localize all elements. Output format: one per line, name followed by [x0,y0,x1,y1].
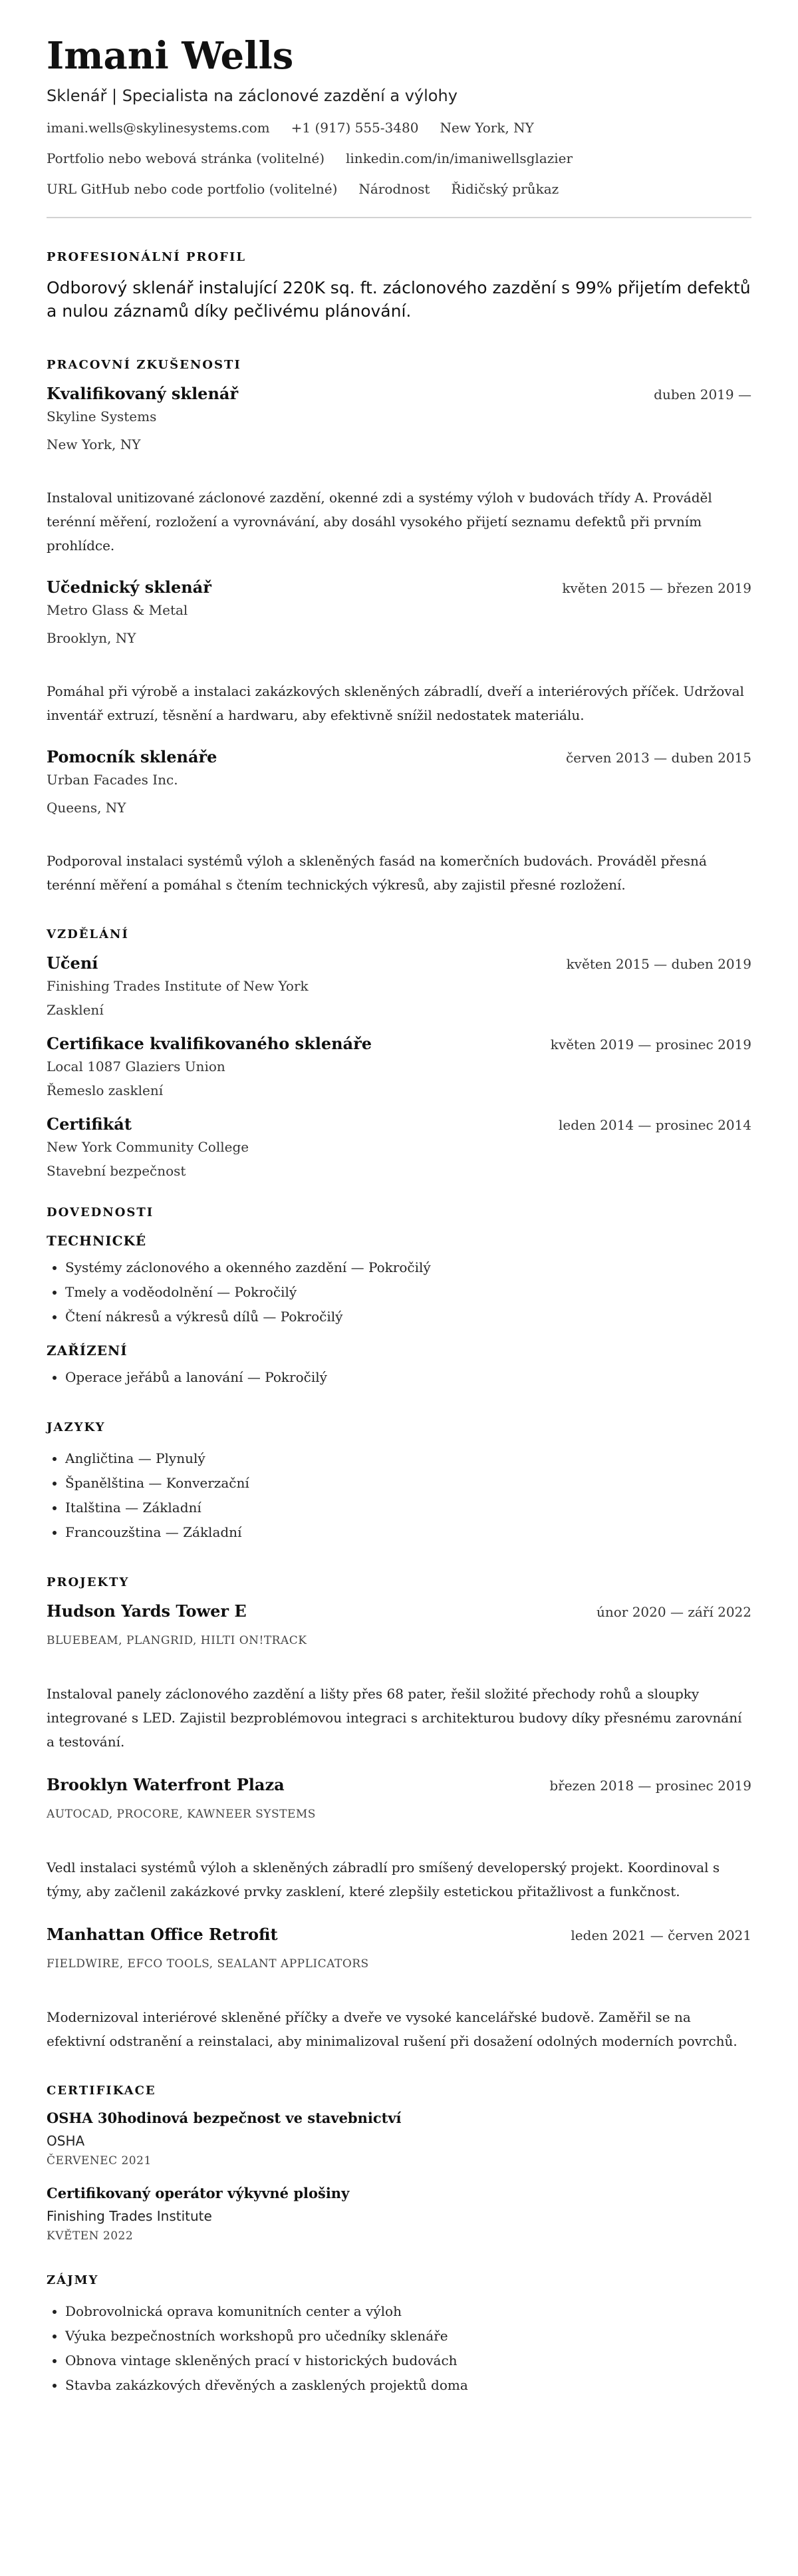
job-company: Metro Glass & Metal [47,601,188,618]
job-title: Učednický sklenář [47,577,211,597]
contact-location: New York, NY [440,119,534,136]
education-school: Local 1087 Glaziers Union [47,1058,225,1074]
nationality-label: Národnost [358,180,430,197]
contact-phone[interactable]: +1 (917) 555-3480 [291,119,419,136]
skills-equipment-title: ZAŘÍZENÍ [47,1342,128,1359]
list-item: • Angličtina — Plynulý [65,1446,751,1471]
education-section-title: VZDĚLÁNÍ [47,927,129,941]
project-entry [47,1601,751,1754]
certification-issuer: Finishing Trades Institute [47,2207,212,2224]
job-location: Queens, NY [47,799,126,816]
contact-row-links [47,150,751,166]
education-field: Stavební bezpečnost [47,1162,186,1179]
education-field: Zasklení [47,1001,104,1018]
skills-equipment-list [47,1365,751,1390]
job-title: Kvalifikovaný sklenář [47,383,239,403]
linkedin-link[interactable]: linkedin.com/in/imaniwellsglazier [346,150,573,166]
education-dates: květen 2015 — duben 2019 [566,955,751,972]
education-school: New York Community College [47,1138,249,1155]
project-dates: březen 2018 — prosinec 2019 [549,1777,751,1794]
project-description: Vedl instalaci systémů výloh a skleněných zábradlí pro smíšený developerský projekt. Koordinoval s týmy, aby začlenil zakázkové prvky zasklení, které zlepšily estetickou přitažlivost a funkčnost. [47,1859,720,1899]
list-item: • Francouzština — Základní [65,1520,751,1545]
interests-section-title: ZÁJMY [47,2273,99,2287]
contact-email[interactable]: imani.wells@skylinesystems.com [47,119,270,136]
job-title: Pomocník sklenáře [47,746,217,766]
education-degree: Učení [47,953,98,973]
summary-section-title: PROFESIONÁLNÍ PROFIL [47,249,247,264]
job-entry [47,747,751,897]
skills-technical-list [47,1255,751,1329]
certification-name: Certifikovaný operátor výkyvné plošiny [47,2184,350,2201]
certifications-section-title: CERTIFIKACE [47,2083,156,2098]
education-field: Řemeslo zasklení [47,1082,164,1098]
education-degree: Certifikace kvalifikovaného sklenáře [47,1033,372,1053]
project-dates: únor 2020 — září 2022 [596,1603,751,1620]
education-school: Finishing Trades Institute of New York [47,977,309,994]
job-company: Urban Facades Inc. [47,771,178,788]
job-entry [47,384,751,558]
project-tools: AUTOCAD, PROCORE, KAWNEER SYSTEMS [47,1807,316,1821]
project-tools: FIELDWIRE, EFCO TOOLS, SEALANT APPLICATORS [47,1957,369,1971]
job-company: Skyline Systems [47,408,157,424]
languages-section-title: JAZYKY [47,1420,106,1434]
job-description: Instaloval unitizované záclonové zazdění, okenné zdi a systémy výloh v budovách třídy A. Prováděl terénní měření, rozložení a vyrovnávání, aby dosáhl vysokého přijetí seznamu defektů při prvním prohlídce. [47,489,712,554]
education-entry [47,1034,751,1098]
skills-technical-title: TECHNICKÉ [47,1232,147,1249]
list-item: • Operace jeřábů a lanování — Pokročilý [65,1365,751,1390]
education-entry [47,1114,751,1179]
project-entry [47,1775,751,1903]
project-entry [47,1925,751,2053]
certification-issuer: OSHA [47,2132,85,2149]
list-item: • Výuka bezpečnostních workshopů pro učedníky sklenáře [65,2324,751,2348]
list-item: • Dobrovolnická oprava komunitních center a výloh [65,2299,751,2324]
languages-list [47,1446,751,1545]
job-description: Podporoval instalaci systémů výloh a skleněných fasád na komerčních budovách. Prováděl přesná terénní měření a pomáhal s čtením technických výkresů, aby zajistil přesné rozložení. [47,852,707,893]
list-item: • Tmely a voděodolnění — Pokročilý [65,1280,751,1305]
project-tools: BLUEBEAM, PLANGRID, HILTI ON!TRACK [47,1633,307,1647]
candidate-headline: Sklenář | Specialista na záclonové zazdění a výlohy [47,86,458,105]
list-item: • Španělština — Konverzační [65,1471,751,1496]
projects-section-title: PROJEKTY [47,1575,130,1589]
job-dates: květen 2015 — březen 2019 [562,579,751,596]
candidate-name: Imani Wells [47,34,294,78]
job-description: Pomáhal při výrobě a instalaci zakázkových skleněných zábradlí, dveří a interiérových příček. Udržoval inventář extruzí, těsnění a hardwaru, aby efektivně snížil nedostatek materiálu. [47,683,744,723]
interests-list [47,2299,751,2398]
certification-name: OSHA 30hodinová bezpečnost ve stavebnictví [47,2109,402,2126]
skills-section-title: DOVEDNOSTI [47,1205,154,1219]
experience-section-title: PRACOVNÍ ZKUŠENOSTI [47,357,241,372]
job-dates: červen 2013 — duben 2015 [565,749,751,766]
education-dates: květen 2019 — prosinec 2019 [550,1036,751,1052]
education-entry [47,953,751,1018]
contact-row-primary [47,120,751,136]
certification-date: KVĚTEN 2022 [47,2229,134,2243]
project-dates: leden 2021 — červen 2021 [571,1927,751,1943]
github-label: URL GitHub nebo code portfolio (volitelné) [47,180,338,197]
certification-entry [47,2110,751,2168]
project-name: Manhattan Office Retrofit [47,1924,278,1944]
portfolio-label: Portfolio nebo webová stránka (volitelné) [47,150,325,166]
education-dates: leden 2014 — prosinec 2014 [559,1116,751,1133]
license-label: Řidičský průkaz [451,180,559,197]
contact-row-extra [47,181,751,197]
project-description: Instaloval panely záclonového zazdění a lišty přes 68 pater, řešil složité přechody rohů a sloupky integrované s LED. Zajistil bezproblémovou integraci s architekturou budovy díky přesnému zarovnání a testování. [47,1685,742,1750]
project-name: Brooklyn Waterfront Plaza [47,1774,285,1794]
header-divider [47,217,751,218]
project-name: Hudson Yards Tower E [47,1601,247,1621]
job-location: New York, NY [47,436,141,452]
list-item: • Stavba zakázkových dřevěných a zasklených projektů doma [65,2373,751,2398]
certification-date: ČERVENEC 2021 [47,2154,152,2168]
list-item: • Systémy záclonového a okenného zazdění — Pokročilý [65,1255,751,1280]
job-dates: duben 2019 — [654,386,751,402]
project-description: Modernizoval interiérové skleněné příčky a dveře ve vysoké kancelářské budově. Zaměřil se na efektivní odstranění a reinstalaci, aby minimalizoval rušení při dosažení odolných moderních povrchů. [47,2009,737,2049]
list-item: • Čtení nákresů a výkresů dílů — Pokročilý [65,1305,751,1329]
job-location: Brooklyn, NY [47,629,136,646]
list-item: • Obnova vintage skleněných prací v historických budovách [65,2348,751,2373]
education-degree: Certifikát [47,1114,132,1134]
summary-text: Odborový sklenář instalující 220K sq. ft. záclonového zazdění s 99% přijetím defektů a nulou záznamů díky pečlivému plánování. [47,277,751,321]
job-entry [47,577,751,727]
list-item: • Italština — Základní [65,1496,751,1520]
certification-entry [47,2185,751,2243]
